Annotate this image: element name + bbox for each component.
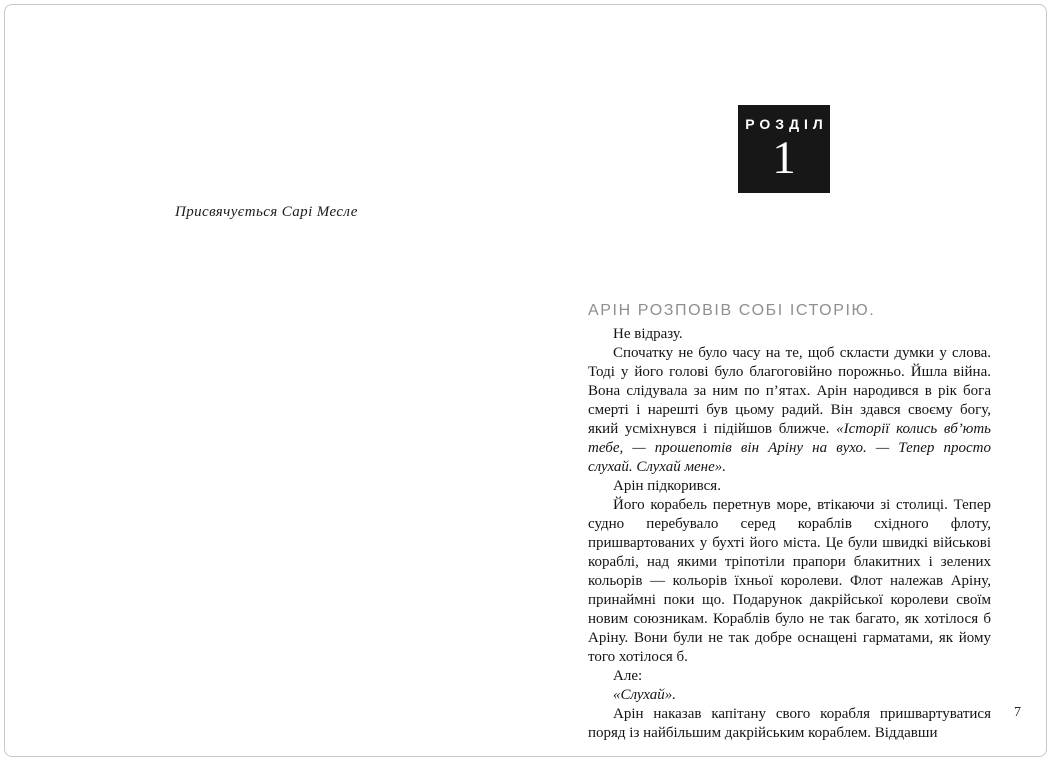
opening-line: АРІН РОЗПОВІВ СОБІ ІСТОРІЮ. xyxy=(588,302,876,319)
dedication-text: Присвячується Сарі Месле xyxy=(175,204,358,220)
paragraph xyxy=(588,705,991,743)
text-run: Спочатку не було часу на те, щоб скласти думки у слова. Тоді у його голові було благоговійно порожньо. Йшла війна. Вона слідувала за ним по п’ятах. Арін народився в рік бога смерті і нарешті був цьому радий. Він здався своєму богу, який усміхнувся і підійшов ближче. xyxy=(588,345,991,437)
chapter-text-column xyxy=(588,302,991,743)
chapter-number: 1 xyxy=(772,132,796,184)
text-run: Але: xyxy=(613,668,643,684)
paragraph xyxy=(588,344,991,477)
text-run: Його корабель перетнув море, втікаючи зі столиці. Тепер судно перебувало серед кораблів східного флоту, пришвартованих у бухті його міста. Це були швидкі військові кораблі, над якими тріпотіли прапори блакитних і зелених кольорів — кольорів їхньої королеви. Флот належав Аріну, принаймні поки що. Подарунок дакрійської королеви своїм новим союзникам. Кораблів було не так багато, як хотілося б Аріну. Вони були не так добре оснащені гарматами, як йому того хотілося б. xyxy=(588,497,991,665)
text-run: «Історії колись вб’ють тебе, — прошепотів він Аріну на вухо. — Тепер просто слухай. Слухай мене». xyxy=(588,421,991,475)
paragraph xyxy=(588,325,991,344)
chapter-heading xyxy=(738,105,830,193)
page-number: 7 xyxy=(1014,705,1021,720)
book-spread xyxy=(4,4,1047,757)
text-run: «Слухай». xyxy=(613,687,677,703)
paragraph xyxy=(588,477,991,496)
paragraph xyxy=(588,667,991,686)
text-run: Арін наказав капітану свого корабля пришвартуватися поряд із найбільшим дакрійським кораблем. Віддавши xyxy=(588,706,991,741)
paragraph xyxy=(588,496,991,667)
paragraphs-container xyxy=(588,325,991,743)
text-run: Не відразу. xyxy=(613,326,683,342)
chapter-label: РОЗДІЛ xyxy=(745,116,828,132)
paragraph xyxy=(588,686,991,705)
text-run: Арін підкорився. xyxy=(613,478,721,494)
